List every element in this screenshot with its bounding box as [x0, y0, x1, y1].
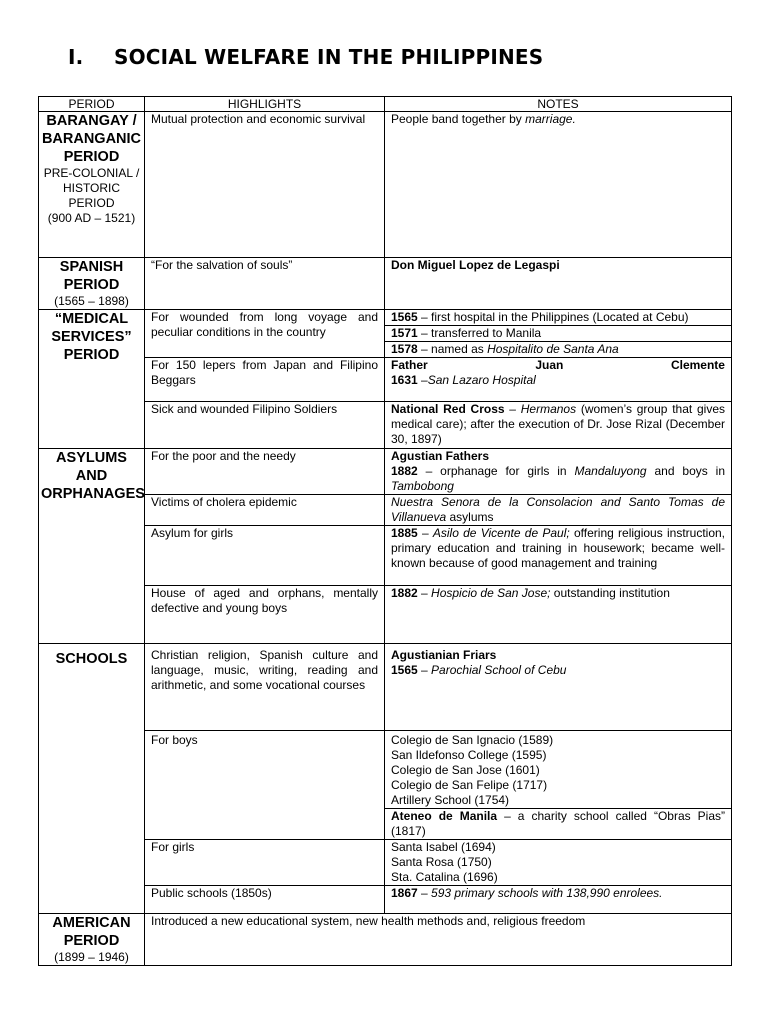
highlight-cell: Asylum for girls	[145, 526, 385, 586]
period-name: BARANGAY / BARANGANIC PERIOD	[41, 113, 142, 165]
notes-cell	[385, 840, 732, 886]
table-row	[39, 449, 732, 495]
highlight-cell: Victims of cholera epidemic	[145, 495, 385, 526]
table-row	[39, 914, 732, 966]
highlight-cell: House of aged and orphans, mentally defective and young boys	[145, 586, 385, 644]
period-name: SCHOOLS	[55, 651, 128, 667]
page-title	[68, 45, 543, 69]
period-cell	[39, 449, 145, 644]
notes-cell: Agustian Fathers 1882 – orphanage for girls in Mandaluyong and boys in Tambobong	[385, 449, 732, 495]
notes-cell: Don Miguel Lopez de Legaspi	[385, 258, 732, 310]
period-cell	[39, 258, 145, 310]
highlight-cell: Christian religion, Spanish culture and language, music, writing, reading and arithmetic, and some vocational courses	[145, 644, 385, 731]
col-period-header: PERIOD	[39, 97, 145, 112]
period-name: AMERICAN PERIOD	[52, 915, 131, 949]
welfare-table	[38, 96, 732, 966]
list-item: San Ildefonso College (1595)	[391, 748, 547, 762]
notes-cell: 1867 – 593 primary schools with 138,990 enrolees.	[385, 886, 732, 914]
list-item: Sta. Catalina (1696)	[391, 870, 498, 884]
period-cell	[39, 914, 145, 966]
list-item: Santa Isabel (1694)	[391, 840, 496, 854]
period-name: SPANISH PERIOD	[59, 259, 124, 293]
highlight-cell: For the poor and the needy	[145, 449, 385, 495]
notes-cell: 1578 – named as Hospitalito de Santa Ana	[385, 342, 732, 358]
period-cell	[39, 310, 145, 449]
list-item: Colegio de San Jose (1601)	[391, 763, 540, 777]
list-item: Colegio de San Ignacio (1589)	[391, 733, 554, 747]
period-name: “MEDICAL SERVICES” PERIOD	[51, 311, 132, 363]
list-item: Artillery School (1754)	[391, 793, 510, 807]
highlight-cell: For girls	[145, 840, 385, 886]
notes-cell: 1565 – first hospital in the Philippines (Located at Cebu)	[385, 310, 732, 326]
period-years: (1565 – 1898)	[54, 294, 129, 308]
notes-cell: National Red Cross – Hermanos (women’s group that gives medical care); after the execution of Dr. Jose Rizal (December 30, 1897)	[385, 402, 732, 449]
table-row	[39, 258, 732, 310]
period-cell	[39, 112, 145, 258]
table-row	[39, 112, 732, 258]
notes-cell: 1882 – Hospicio de San Jose; outstanding institution	[385, 586, 732, 644]
period-sub: PRE-COLONIAL / HISTORIC PERIOD	[43, 166, 140, 210]
notes-cell: 1885 – Asilo de Vicente de Paul; offering religious instruction, primary education and training in housework; became well-known because of good management and training	[385, 526, 732, 586]
col-notes-header: NOTES	[385, 97, 732, 112]
highlight-cell: Sick and wounded Filipino Soldiers	[145, 402, 385, 449]
notes-cell: Ateneo de Manila – a charity school called “Obras Pias” (1817)	[385, 809, 732, 840]
table-row	[39, 644, 732, 731]
highlight-cell: For wounded from long voyage and peculiar conditions in the country	[145, 310, 385, 358]
col-highlights-header: HIGHLIGHTS	[145, 97, 385, 112]
notes-cell: Nuestra Senora de la Consolacion and Santo Tomas de Villanueva asylums	[385, 495, 732, 526]
notes-cell: 1571 – transferred to Manila	[385, 326, 732, 342]
section-title: SOCIAL WELFARE IN THE PHILIPPINES	[114, 45, 544, 69]
list-item: Colegio de San Felipe (1717)	[391, 778, 548, 792]
highlight-cell: Introduced a new educational system, new health methods and, religious freedom	[145, 914, 732, 966]
period-name: ASYLUMS AND ORPHANAGES	[41, 450, 145, 502]
highlight-cell: For boys	[145, 731, 385, 840]
highlight-cell: Public schools (1850s)	[145, 886, 385, 914]
highlight-cell: “For the salvation of souls”	[145, 258, 385, 310]
notes-cell: Agustianian Friars 1565 – Parochial School of Cebu	[385, 644, 732, 731]
table-row	[39, 310, 732, 326]
list-item: Santa Rosa (1750)	[391, 855, 492, 869]
period-cell	[39, 644, 145, 914]
period-years: (1899 – 1946)	[54, 950, 129, 964]
highlight-cell: For 150 lepers from Japan and Filipino Beggars	[145, 358, 385, 402]
section-number: I.	[68, 45, 84, 69]
period-years: (900 AD – 1521)	[47, 211, 136, 225]
notes-cell: People band together by marriage.	[385, 112, 732, 258]
highlight-cell: Mutual protection and economic survival	[145, 112, 385, 258]
header-row	[39, 97, 732, 112]
notes-cell	[385, 731, 732, 809]
notes-cell: Father Juan Clemente 1631 –San Lazaro Hospital	[385, 358, 732, 402]
